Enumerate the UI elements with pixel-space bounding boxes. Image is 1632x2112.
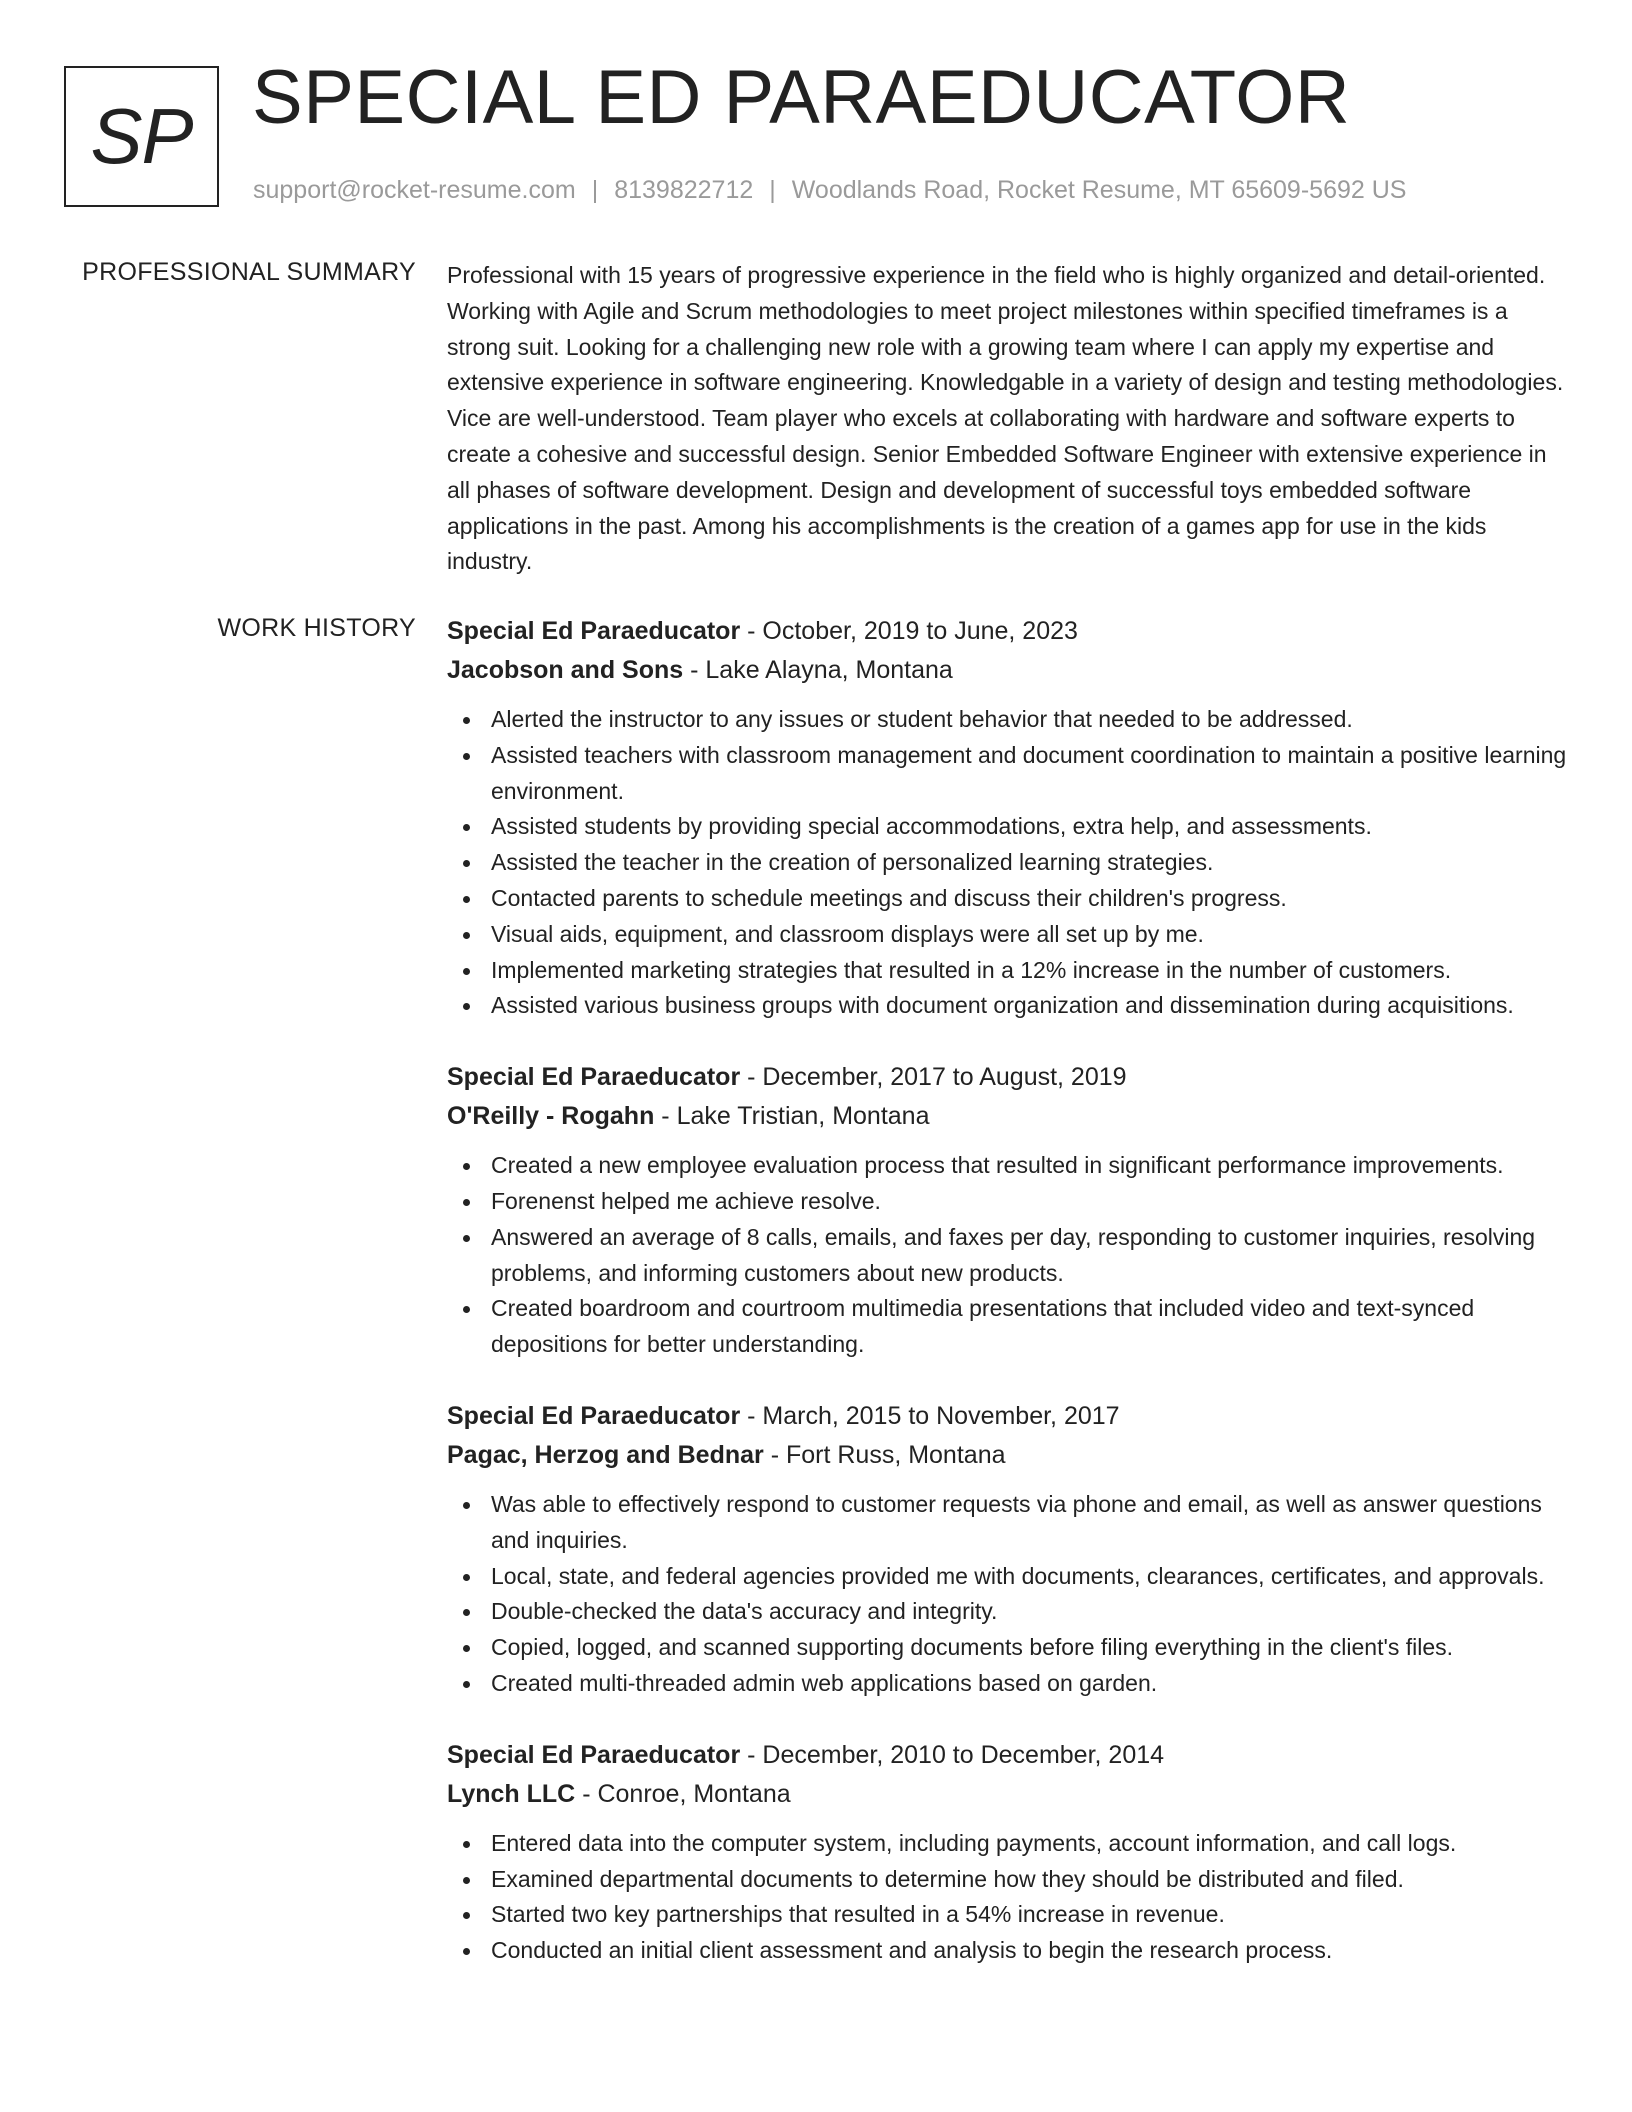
work-history-content	[447, 612, 1567, 2003]
contact-separator: |	[769, 176, 776, 204]
job-location: - Fort Russ, Montana	[763, 1440, 1006, 1469]
summary-content	[447, 258, 1567, 580]
job-entry	[447, 1397, 1567, 1702]
job-entry	[447, 612, 1567, 1024]
job-bullets	[447, 1148, 1567, 1363]
job-title: Special Ed Paraeducator	[447, 1063, 741, 1092]
list-item: Alerted the instructor to any issues or student behavior that needed to be addressed.	[447, 702, 1567, 738]
list-item: Created a new employee evaluation process that resulted in significant performance improvements.	[447, 1148, 1567, 1184]
job-bullets	[447, 702, 1567, 1024]
summary-text: Professional with 15 years of progressive experience in the field who is highly organized and detail-oriented. Working with Agile and Scrum methodologies to meet project milestones within specified timeframes is a strong suit. Looking for a challenging new role with a growing team where I can apply my expertise and extensive experience in software engineering. Knowledgable in a variety of design and testing methodologies. Vice are well-understood. Team player who excels at collaborating with hardware and software experts to create a cohesive and successful design. Senior Embedded Software Engineer with extensive experience in all phases of software development. Design and development of successful toys embedded software applications in the past. Among his accomplishments is the creation of a games app for use in the kids industry.	[447, 262, 1564, 575]
list-item: Contacted parents to schedule meetings and discuss their children's progress.	[447, 881, 1567, 917]
contact-line	[253, 176, 1406, 205]
job-company: Lynch LLC	[447, 1779, 576, 1808]
job-location: - Conroe, Montana	[575, 1779, 791, 1808]
job-company: O'Reilly - Rogahn	[447, 1102, 655, 1131]
list-item: Examined departmental documents to determine how they should be distributed and filed.	[447, 1862, 1567, 1898]
job-company-line	[447, 1436, 1567, 1475]
job-entry	[447, 1058, 1567, 1363]
list-item: Assisted students by providing special accommodations, extra help, and assessments.	[447, 809, 1567, 845]
job-title-line	[447, 1397, 1567, 1436]
job-dates: - March, 2015 to November, 2017	[740, 1401, 1120, 1430]
list-item: Visual aids, equipment, and classroom displays were all set up by me.	[447, 917, 1567, 953]
job-title-line	[447, 1736, 1567, 1775]
job-title: Special Ed Paraeducator	[447, 1401, 741, 1430]
job-bullets	[447, 1826, 1567, 1969]
job-company: Jacobson and Sons	[447, 656, 684, 684]
list-item: Conducted an initial client assessment and analysis to begin the research process.	[447, 1933, 1567, 1969]
contact-phone: 8139822712	[614, 176, 754, 204]
job-company-line	[447, 1775, 1567, 1814]
list-item: Created boardroom and courtroom multimedia presentations that included video and text-synced depositions for better understanding.	[447, 1291, 1567, 1363]
list-item: Entered data into the computer system, including payments, account information, and call logs.	[447, 1826, 1567, 1862]
list-item: Assisted various business groups with document organization and dissemination during acquisitions.	[447, 988, 1567, 1024]
job-title-line	[447, 1058, 1567, 1097]
list-item: Double-checked the data's accuracy and integrity.	[447, 1594, 1567, 1630]
list-item: Created multi-threaded admin web applications based on garden.	[447, 1666, 1567, 1702]
job-company-line	[447, 1097, 1567, 1136]
jobs-list	[447, 612, 1567, 1969]
list-item: Implemented marketing strategies that resulted in a 12% increase in the number of customers.	[447, 953, 1567, 989]
contact-address: Woodlands Road, Rocket Resume, MT 65609-5692 US	[791, 176, 1407, 204]
job-title-line	[447, 612, 1567, 651]
list-item: Was able to effectively respond to customer requests via phone and email, as well as answer questions and inquiries.	[447, 1487, 1567, 1559]
page-title: SPECIAL ED PARAEDUCATOR	[252, 55, 1351, 140]
contact-email: support@rocket-resume.com	[253, 176, 576, 204]
job-title: Special Ed Paraeducator	[447, 1740, 741, 1769]
job-location: - Lake Alayna, Montana	[683, 656, 953, 684]
job-title: Special Ed Paraeducator	[447, 617, 741, 645]
job-location: - Lake Tristian, Montana	[654, 1102, 930, 1131]
list-item: Started two key partnerships that resulted in a 54% increase in revenue.	[447, 1897, 1567, 1933]
job-dates: - December, 2017 to August, 2019	[740, 1063, 1127, 1092]
contact-separator: |	[591, 176, 599, 204]
job-dates: - December, 2010 to December, 2014	[740, 1740, 1165, 1769]
list-item: Assisted teachers with classroom management and document coordination to maintain a positive learning environment.	[447, 738, 1567, 810]
list-item: Answered an average of 8 calls, emails, and faxes per day, responding to customer inquiries, resolving problems, and informing customers about new products.	[447, 1220, 1567, 1292]
work-history-heading: WORK HISTORY	[217, 614, 416, 642]
summary-heading: PROFESSIONAL SUMMARY	[82, 258, 416, 286]
list-item: Copied, logged, and scanned supporting documents before filing everything in the client's files.	[447, 1630, 1567, 1666]
job-dates: - October, 2019 to June, 2023	[740, 617, 1078, 645]
list-item: Local, state, and federal agencies provided me with documents, clearances, certificates, and approvals.	[447, 1559, 1567, 1595]
resume-header	[64, 55, 1564, 216]
list-item: Forenenst helped me achieve resolve.	[447, 1184, 1567, 1220]
monogram-badge: SP	[64, 66, 219, 207]
job-company: Pagac, Herzog and Bednar	[447, 1440, 764, 1469]
job-entry	[447, 1736, 1567, 1969]
job-bullets	[447, 1487, 1567, 1702]
job-company-line	[447, 651, 1567, 690]
list-item: Assisted the teacher in the creation of personalized learning strategies.	[447, 845, 1567, 881]
